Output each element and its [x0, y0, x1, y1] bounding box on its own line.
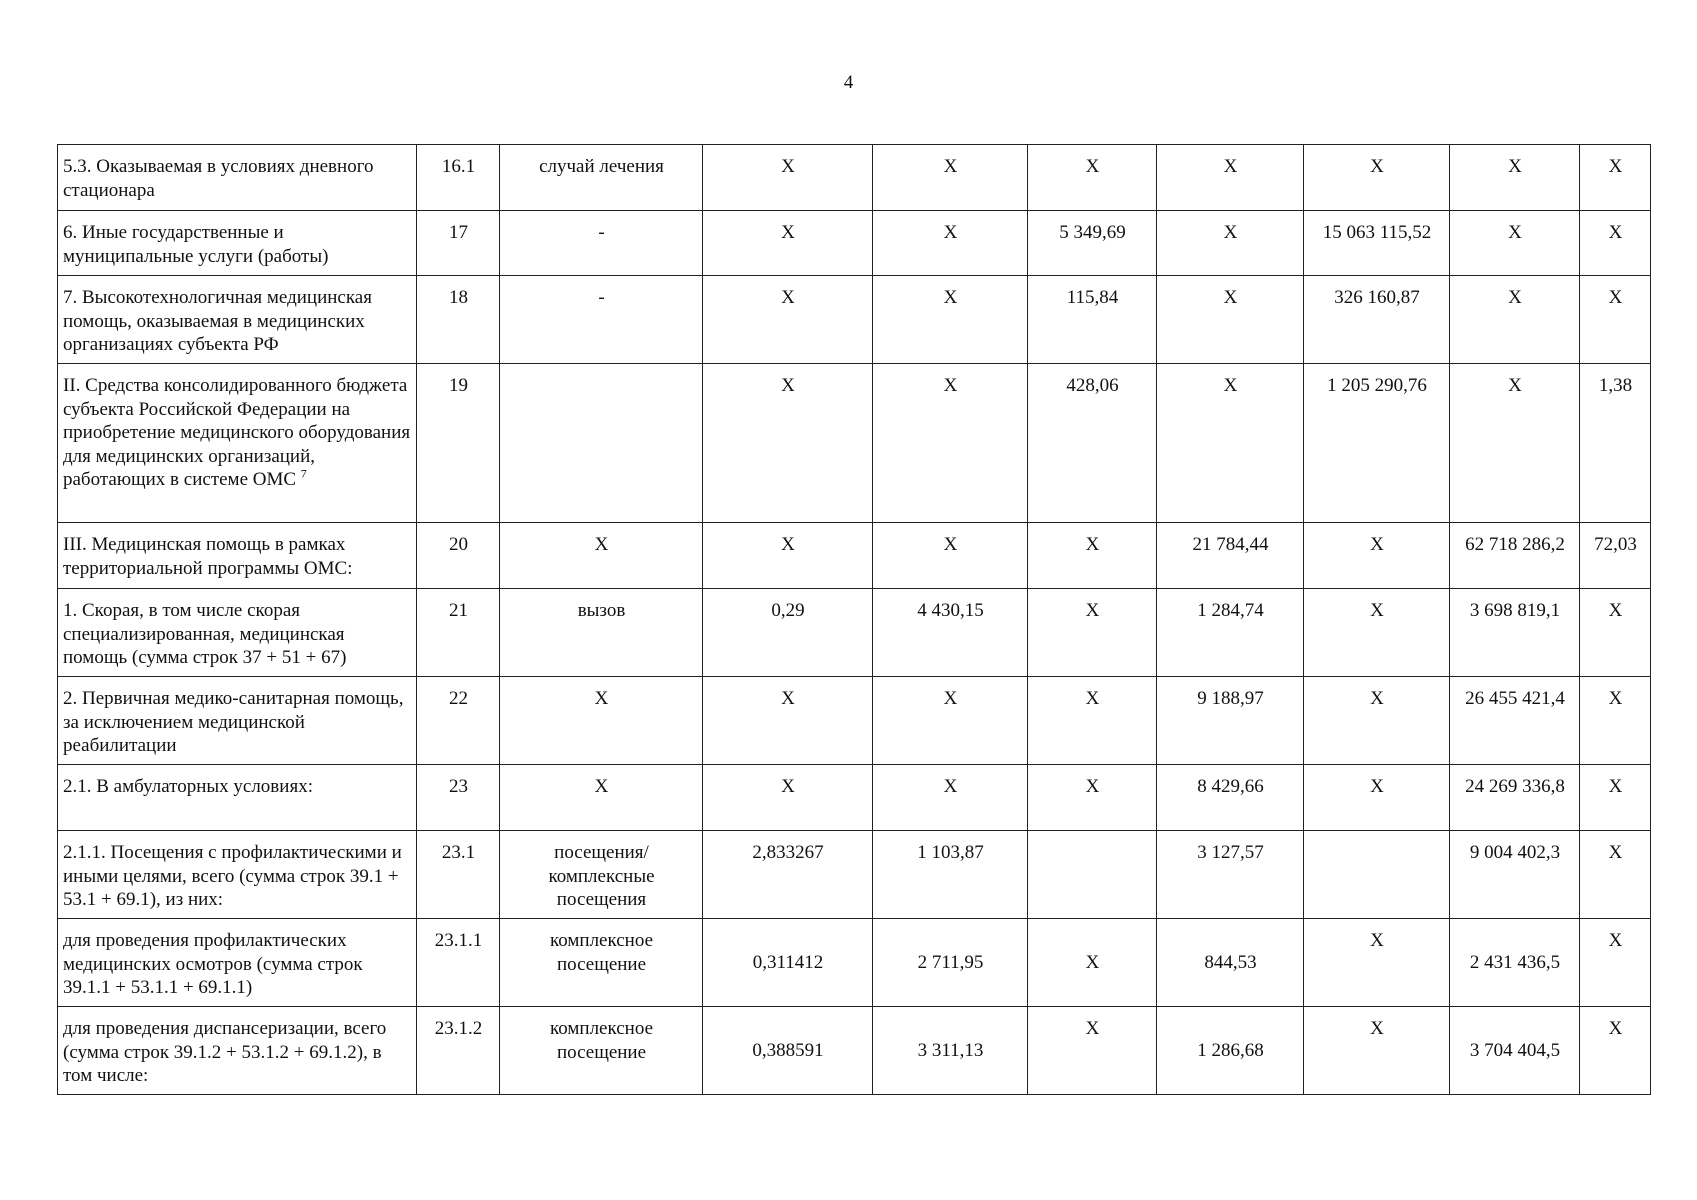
value-cell: Х [1304, 145, 1450, 211]
value-cell: 2 711,95 [873, 919, 1028, 1007]
value-cell: Х [873, 677, 1028, 765]
row-number: 23.1 [417, 831, 500, 919]
value-cell: Х [1580, 765, 1651, 831]
value-cell: 1 284,74 [1157, 589, 1304, 677]
value-cell: Х [1028, 589, 1157, 677]
footnote-marker: 7 [300, 466, 307, 481]
row-number: 21 [417, 589, 500, 677]
row-number: 19 [417, 364, 500, 523]
unit-cell: вызов [500, 589, 703, 677]
value-cell: Х [1450, 145, 1580, 211]
value-cell: Х [1157, 145, 1304, 211]
row-name [58, 364, 417, 523]
value-cell: Х [1028, 919, 1157, 1007]
value-cell: 1,38 [1580, 364, 1651, 523]
value-cell [1304, 831, 1450, 919]
table-row [58, 831, 1651, 919]
row-name: 6. Иные государственные и муниципальные услуги (работы) [58, 211, 417, 276]
value-cell: Х [703, 145, 873, 211]
unit-cell: Х [500, 765, 703, 831]
value-cell: Х [873, 523, 1028, 589]
table-row [58, 765, 1651, 831]
row-name: 2.1. В амбулаторных условиях: [58, 765, 417, 831]
row-number: 18 [417, 276, 500, 364]
value-cell: Х [1304, 589, 1450, 677]
table-row [58, 919, 1651, 1007]
value-cell [1028, 831, 1157, 919]
value-cell: 1 103,87 [873, 831, 1028, 919]
value-cell: Х [703, 364, 873, 523]
row-name-text: II. Средства консолидированного бюджета субъекта Российской Федерации на приобретение медицинского оборудования для медицинских организаций, работающих в системе ОМС [63, 375, 411, 490]
value-cell: Х [1157, 211, 1304, 276]
value-cell: Х [1580, 145, 1651, 211]
value-cell: Х [873, 364, 1028, 523]
value-cell: Х [703, 765, 873, 831]
row-name: III. Медицинская помощь в рамках территориальной программы ОМС: [58, 523, 417, 589]
value-cell: Х [1580, 211, 1651, 276]
value-cell: 2 431 436,5 [1450, 919, 1580, 1007]
value-cell: Х [1028, 677, 1157, 765]
table-row [58, 364, 1651, 523]
value-cell: Х [703, 523, 873, 589]
unit-cell: посещения/ комплексные посещения [500, 831, 703, 919]
value-cell: Х [703, 211, 873, 276]
value-cell: 3 698 819,1 [1450, 589, 1580, 677]
value-cell: 0,29 [703, 589, 873, 677]
row-name: 5.3. Оказываемая в условиях дневного стационара [58, 145, 417, 211]
value-cell: 844,53 [1157, 919, 1304, 1007]
value-cell: 9 188,97 [1157, 677, 1304, 765]
value-cell: 115,84 [1028, 276, 1157, 364]
value-cell: 3 127,57 [1157, 831, 1304, 919]
value-cell: 1 286,68 [1157, 1007, 1304, 1095]
value-cell: Х [1450, 364, 1580, 523]
unit-cell: комплексное посещение [500, 919, 703, 1007]
value-cell: Х [1304, 1007, 1450, 1095]
value-cell: 5 349,69 [1028, 211, 1157, 276]
value-cell: Х [703, 677, 873, 765]
value-cell: Х [873, 276, 1028, 364]
unit-cell: Х [500, 523, 703, 589]
row-number: 20 [417, 523, 500, 589]
row-number: 23.1.2 [417, 1007, 500, 1095]
row-name: для проведения профилактических медицинских осмотров (сумма строк 39.1.1 + 53.1.1 + 69.1.1) [58, 919, 417, 1007]
value-cell: 9 004 402,3 [1450, 831, 1580, 919]
unit-cell: - [500, 276, 703, 364]
value-cell: Х [1157, 364, 1304, 523]
value-cell: 4 430,15 [873, 589, 1028, 677]
unit-cell: комплексное посещение [500, 1007, 703, 1095]
value-cell: 0,388591 [703, 1007, 873, 1095]
value-cell: Х [1028, 1007, 1157, 1095]
value-cell: Х [1580, 677, 1651, 765]
value-cell: Х [1028, 145, 1157, 211]
value-cell: 3 704 404,5 [1450, 1007, 1580, 1095]
value-cell: 2,833267 [703, 831, 873, 919]
value-cell: 8 429,66 [1157, 765, 1304, 831]
table-row [58, 523, 1651, 589]
value-cell: Х [1580, 1007, 1651, 1095]
page-number: 4 [843, 72, 854, 93]
table-row [58, 1007, 1651, 1095]
row-name: 2.1.1. Посещения с профилактическими и иными целями, всего (сумма строк 39.1 + 53.1 + 69.1), из них: [58, 831, 417, 919]
row-name: для проведения диспансеризации, всего (сумма строк 39.1.2 + 53.1.2 + 69.1.2), в том числе: [58, 1007, 417, 1095]
row-number: 23 [417, 765, 500, 831]
value-cell: 21 784,44 [1157, 523, 1304, 589]
value-cell: Х [1450, 211, 1580, 276]
value-cell: Х [1580, 919, 1651, 1007]
value-cell: 0,311412 [703, 919, 873, 1007]
value-cell: 428,06 [1028, 364, 1157, 523]
table-row [58, 677, 1651, 765]
value-cell: Х [873, 145, 1028, 211]
value-cell: Х [1450, 276, 1580, 364]
table-row [58, 589, 1651, 677]
table-row [58, 211, 1651, 276]
value-cell: Х [1157, 276, 1304, 364]
row-name: 2. Первичная медико-санитарная помощь, за исключением медицинской реабилитации [58, 677, 417, 765]
value-cell: Х [1304, 919, 1450, 1007]
program-table [57, 144, 1651, 1095]
value-cell: 72,03 [1580, 523, 1651, 589]
value-cell: 26 455 421,4 [1450, 677, 1580, 765]
row-number: 16.1 [417, 145, 500, 211]
value-cell: Х [1580, 589, 1651, 677]
value-cell: Х [1028, 765, 1157, 831]
table-row [58, 276, 1651, 364]
unit-cell: Х [500, 677, 703, 765]
row-number: 17 [417, 211, 500, 276]
value-cell: 24 269 336,8 [1450, 765, 1580, 831]
value-cell: 62 718 286,2 [1450, 523, 1580, 589]
value-cell: Х [873, 765, 1028, 831]
row-name: 7. Высокотехнологичная медицинская помощь, оказываемая в медицинских организациях субъекта РФ [58, 276, 417, 364]
value-cell: 326 160,87 [1304, 276, 1450, 364]
value-cell: 1 205 290,76 [1304, 364, 1450, 523]
value-cell: Х [1304, 523, 1450, 589]
value-cell: Х [1580, 276, 1651, 364]
unit-cell [500, 364, 703, 523]
table-row [58, 145, 1651, 211]
value-cell: Х [1304, 677, 1450, 765]
row-name: 1. Скорая, в том числе скорая специализированная, медицинская помощь (сумма строк 37 + 51 + 67) [58, 589, 417, 677]
value-cell: Х [1304, 765, 1450, 831]
row-number: 22 [417, 677, 500, 765]
value-cell: Х [1028, 523, 1157, 589]
value-cell: Х [1580, 831, 1651, 919]
value-cell: 15 063 115,52 [1304, 211, 1450, 276]
value-cell: 3 311,13 [873, 1007, 1028, 1095]
value-cell: Х [703, 276, 873, 364]
value-cell: Х [873, 211, 1028, 276]
row-number: 23.1.1 [417, 919, 500, 1007]
unit-cell: случай лечения [500, 145, 703, 211]
unit-cell: - [500, 211, 703, 276]
